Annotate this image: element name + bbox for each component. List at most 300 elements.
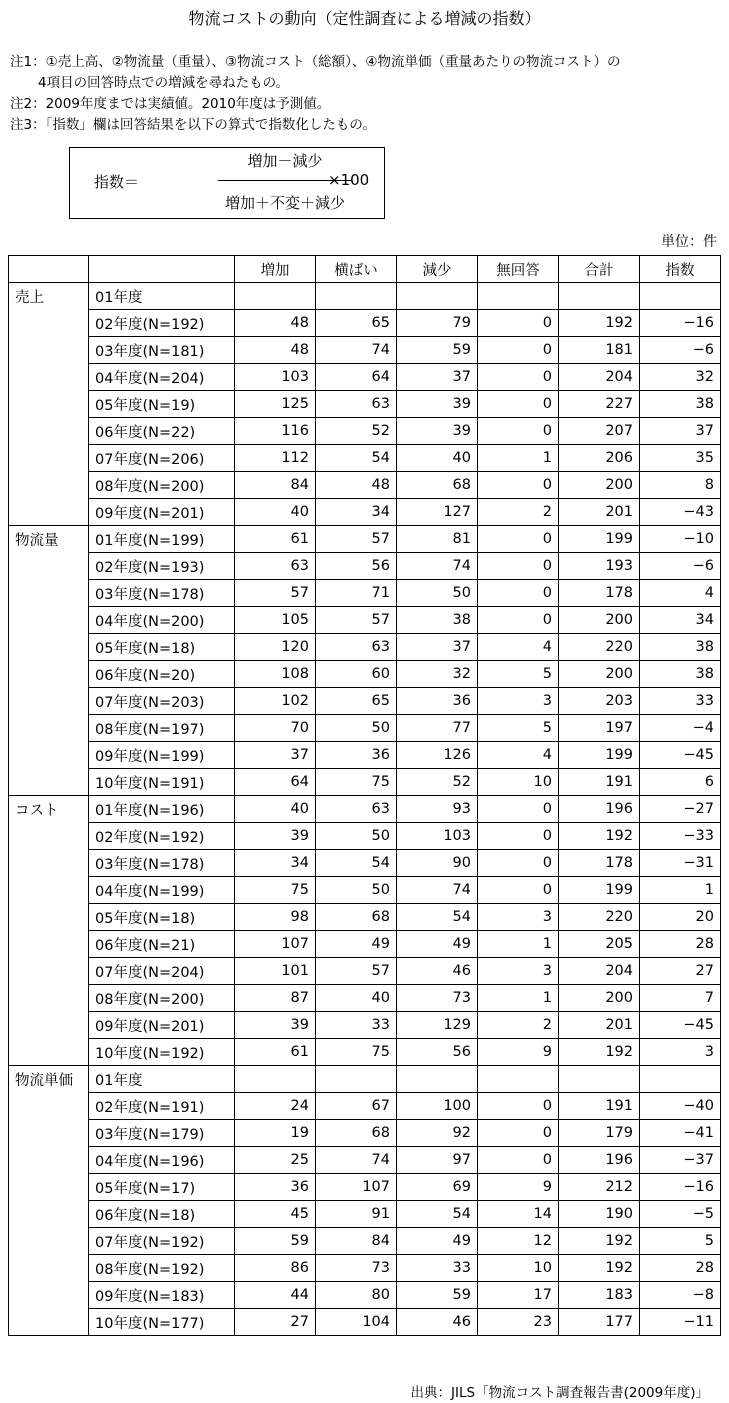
- value-cell: 20: [640, 904, 721, 931]
- value-cell: 10: [478, 1255, 559, 1282]
- year-label: 07年度(N=203): [89, 688, 235, 715]
- value-cell: 201: [559, 1012, 640, 1039]
- year-label: 08年度(N=200): [89, 472, 235, 499]
- value-cell: 177: [559, 1309, 640, 1336]
- category-cell: [9, 850, 89, 877]
- value-cell: 61: [235, 1039, 316, 1066]
- value-cell: 75: [235, 877, 316, 904]
- table-row: [9, 904, 721, 931]
- value-cell: 56: [397, 1039, 478, 1066]
- category-cell: [9, 391, 89, 418]
- year-label: 04年度(N=196): [89, 1147, 235, 1174]
- value-cell: [640, 283, 721, 310]
- value-cell: 36: [235, 1174, 316, 1201]
- value-cell: 48: [235, 337, 316, 364]
- data-table: [8, 255, 721, 1336]
- table-row: [9, 553, 721, 580]
- value-cell: 0: [478, 607, 559, 634]
- value-cell: 12: [478, 1228, 559, 1255]
- value-cell: 125: [235, 391, 316, 418]
- category-cell: [9, 958, 89, 985]
- table-row: [9, 526, 721, 553]
- table-row: [9, 472, 721, 499]
- column-header: [89, 256, 235, 283]
- value-cell: 80: [316, 1282, 397, 1309]
- note-1: 注1：①売上高、②物流量（重量）、③物流コスト（総額）、④物流単価（重量あたりの物流コスト）の: [10, 54, 621, 70]
- value-cell: 191: [559, 1093, 640, 1120]
- table-row: [9, 607, 721, 634]
- value-cell: 86: [235, 1255, 316, 1282]
- value-cell: 196: [559, 1147, 640, 1174]
- value-cell: 24: [235, 1093, 316, 1120]
- table-row: [9, 931, 721, 958]
- value-cell: 84: [316, 1228, 397, 1255]
- value-cell: 192: [559, 1255, 640, 1282]
- category-cell: [9, 931, 89, 958]
- value-cell: 28: [640, 1255, 721, 1282]
- value-cell: 204: [559, 958, 640, 985]
- year-label: 03年度(N=179): [89, 1120, 235, 1147]
- value-cell: 74: [316, 337, 397, 364]
- value-cell: 4: [640, 580, 721, 607]
- value-cell: 4: [478, 634, 559, 661]
- table-row: [9, 310, 721, 337]
- value-cell: 2: [478, 1012, 559, 1039]
- value-cell: 79: [397, 310, 478, 337]
- value-cell: 126: [397, 742, 478, 769]
- category-cell: [9, 499, 89, 526]
- year-label: 06年度(N=22): [89, 418, 235, 445]
- value-cell: 192: [559, 310, 640, 337]
- value-cell: 49: [316, 931, 397, 958]
- value-cell: 90: [397, 850, 478, 877]
- value-cell: 199: [559, 742, 640, 769]
- column-header: 横ばい: [316, 256, 397, 283]
- value-cell: 65: [316, 310, 397, 337]
- value-cell: −45: [640, 1012, 721, 1039]
- value-cell: 0: [478, 553, 559, 580]
- value-cell: 183: [559, 1282, 640, 1309]
- value-cell: [478, 283, 559, 310]
- value-cell: 56: [316, 553, 397, 580]
- year-label: 09年度(N=201): [89, 499, 235, 526]
- year-label: 08年度(N=197): [89, 715, 235, 742]
- value-cell: 101: [235, 958, 316, 985]
- value-cell: 39: [235, 823, 316, 850]
- value-cell: 57: [316, 526, 397, 553]
- value-cell: 206: [559, 445, 640, 472]
- table-row: [9, 499, 721, 526]
- value-cell: 49: [397, 1228, 478, 1255]
- category-cell: [9, 769, 89, 796]
- category-cell: [9, 877, 89, 904]
- value-cell: 73: [316, 1255, 397, 1282]
- year-label: 08年度(N=192): [89, 1255, 235, 1282]
- value-cell: 1: [478, 931, 559, 958]
- year-label: 09年度(N=199): [89, 742, 235, 769]
- value-cell: 0: [478, 472, 559, 499]
- year-label: 10年度(N=177): [89, 1309, 235, 1336]
- value-cell: 104: [316, 1309, 397, 1336]
- value-cell: 68: [397, 472, 478, 499]
- value-cell: 5: [478, 715, 559, 742]
- value-cell: 191: [559, 769, 640, 796]
- value-cell: −41: [640, 1120, 721, 1147]
- value-cell: 103: [397, 823, 478, 850]
- value-cell: 0: [478, 418, 559, 445]
- value-cell: −27: [640, 796, 721, 823]
- year-label: 03年度(N=178): [89, 850, 235, 877]
- value-cell: 8: [640, 472, 721, 499]
- value-cell: [559, 283, 640, 310]
- category-cell: [9, 1174, 89, 1201]
- formula-denominator: 増加＋不変＋減少: [224, 194, 345, 212]
- value-cell: 192: [559, 823, 640, 850]
- column-header: 増加: [235, 256, 316, 283]
- category-cell: [9, 337, 89, 364]
- year-label: 10年度(N=191): [89, 769, 235, 796]
- category-cell: [9, 715, 89, 742]
- value-cell: 2: [478, 499, 559, 526]
- table-row: [9, 850, 721, 877]
- category-cell: [9, 580, 89, 607]
- value-cell: 27: [235, 1309, 316, 1336]
- index-formula-box: [69, 147, 385, 219]
- value-cell: 6: [640, 769, 721, 796]
- note-2: 注2：2009年度までは実績値。2010年度は予測値。: [10, 96, 331, 112]
- table-row: [9, 742, 721, 769]
- source-credit: 出典：JILS「物流コスト調査報告書(2009年度)」: [410, 1385, 709, 1401]
- year-label: 01年度: [89, 1066, 235, 1093]
- category-cell: [9, 445, 89, 472]
- year-label: 09年度(N=201): [89, 1012, 235, 1039]
- unit-label: 単位：件: [661, 234, 717, 250]
- value-cell: 52: [316, 418, 397, 445]
- table-row: [9, 1255, 721, 1282]
- value-cell: 108: [235, 661, 316, 688]
- value-cell: 48: [235, 310, 316, 337]
- table-row: [9, 1174, 721, 1201]
- value-cell: 54: [397, 1201, 478, 1228]
- value-cell: −6: [640, 337, 721, 364]
- category-cell: [9, 1093, 89, 1120]
- value-cell: 193: [559, 553, 640, 580]
- table-row: [9, 1201, 721, 1228]
- value-cell: 178: [559, 850, 640, 877]
- value-cell: 199: [559, 526, 640, 553]
- category-cell: [9, 1201, 89, 1228]
- value-cell: 34: [640, 607, 721, 634]
- value-cell: 0: [478, 796, 559, 823]
- value-cell: [640, 1066, 721, 1093]
- value-cell: 75: [316, 1039, 397, 1066]
- value-cell: 63: [316, 796, 397, 823]
- category-cell: [9, 553, 89, 580]
- value-cell: 37: [397, 364, 478, 391]
- category-label: 物流量: [9, 526, 89, 553]
- value-cell: 129: [397, 1012, 478, 1039]
- value-cell: 84: [235, 472, 316, 499]
- value-cell: 37: [235, 742, 316, 769]
- year-label: 08年度(N=200): [89, 985, 235, 1012]
- value-cell: 220: [559, 634, 640, 661]
- value-cell: 63: [316, 391, 397, 418]
- value-cell: −37: [640, 1147, 721, 1174]
- value-cell: 36: [397, 688, 478, 715]
- column-header: [9, 256, 89, 283]
- value-cell: 87: [235, 985, 316, 1012]
- value-cell: 203: [559, 688, 640, 715]
- value-cell: 74: [397, 877, 478, 904]
- value-cell: [478, 1066, 559, 1093]
- category-cell: [9, 985, 89, 1012]
- value-cell: 107: [235, 931, 316, 958]
- value-cell: 0: [478, 580, 559, 607]
- value-cell: 199: [559, 877, 640, 904]
- value-cell: 40: [235, 796, 316, 823]
- value-cell: 74: [397, 553, 478, 580]
- year-label: 10年度(N=192): [89, 1039, 235, 1066]
- year-label: 01年度(N=196): [89, 796, 235, 823]
- year-label: 03年度(N=178): [89, 580, 235, 607]
- value-cell: 0: [478, 1093, 559, 1120]
- table-row: [9, 877, 721, 904]
- year-label: 07年度(N=204): [89, 958, 235, 985]
- table-row: [9, 364, 721, 391]
- table-row: [9, 445, 721, 472]
- value-cell: [316, 1066, 397, 1093]
- value-cell: 40: [316, 985, 397, 1012]
- value-cell: 37: [397, 634, 478, 661]
- value-cell: 28: [640, 931, 721, 958]
- value-cell: 50: [316, 715, 397, 742]
- value-cell: 75: [316, 769, 397, 796]
- column-header: 減少: [397, 256, 478, 283]
- value-cell: 201: [559, 499, 640, 526]
- value-cell: 205: [559, 931, 640, 958]
- year-label: 02年度(N=193): [89, 553, 235, 580]
- category-cell: [9, 1039, 89, 1066]
- value-cell: −10: [640, 526, 721, 553]
- value-cell: 71: [316, 580, 397, 607]
- value-cell: 73: [397, 985, 478, 1012]
- category-cell: [9, 661, 89, 688]
- table-row: [9, 688, 721, 715]
- value-cell: 39: [397, 418, 478, 445]
- year-label: 05年度(N=17): [89, 1174, 235, 1201]
- value-cell: 197: [559, 715, 640, 742]
- page-title: 物流コストの動向（定性調査による増減の指数）: [188, 9, 541, 28]
- value-cell: 46: [397, 958, 478, 985]
- note-1-continued: 4項目の回答時点での増減を尋ねたもの。: [38, 75, 290, 91]
- value-cell: 1: [640, 877, 721, 904]
- value-cell: 63: [316, 634, 397, 661]
- value-cell: 50: [397, 580, 478, 607]
- table-row: [9, 985, 721, 1012]
- value-cell: −31: [640, 850, 721, 877]
- table-row: [9, 283, 721, 310]
- value-cell: 0: [478, 337, 559, 364]
- value-cell: 57: [235, 580, 316, 607]
- value-cell: 3: [478, 688, 559, 715]
- table-row: [9, 418, 721, 445]
- table-row: [9, 634, 721, 661]
- category-cell: [9, 1228, 89, 1255]
- value-cell: 33: [397, 1255, 478, 1282]
- value-cell: 14: [478, 1201, 559, 1228]
- value-cell: 81: [397, 526, 478, 553]
- formula-numerator: 増加－減少: [247, 152, 323, 170]
- value-cell: 107: [316, 1174, 397, 1201]
- category-cell: [9, 364, 89, 391]
- value-cell: 97: [397, 1147, 478, 1174]
- table-body: [9, 256, 721, 1336]
- value-cell: 38: [397, 607, 478, 634]
- value-cell: 40: [397, 445, 478, 472]
- table-row: [9, 823, 721, 850]
- value-cell: [235, 283, 316, 310]
- column-header: 指数: [640, 256, 721, 283]
- category-cell: [9, 742, 89, 769]
- table-row: [9, 580, 721, 607]
- year-label: 02年度(N=191): [89, 1093, 235, 1120]
- category-cell: [9, 634, 89, 661]
- value-cell: 3: [478, 958, 559, 985]
- value-cell: 0: [478, 391, 559, 418]
- value-cell: 127: [397, 499, 478, 526]
- value-cell: 38: [640, 661, 721, 688]
- value-cell: 46: [397, 1309, 478, 1336]
- value-cell: 92: [397, 1120, 478, 1147]
- notes: [10, 52, 621, 136]
- value-cell: 27: [640, 958, 721, 985]
- value-cell: 1: [478, 985, 559, 1012]
- value-cell: 192: [559, 1039, 640, 1066]
- category-label: 売上: [9, 283, 89, 310]
- table-row: [9, 1093, 721, 1120]
- value-cell: 190: [559, 1201, 640, 1228]
- year-label: 04年度(N=200): [89, 607, 235, 634]
- category-cell: [9, 607, 89, 634]
- value-cell: 112: [235, 445, 316, 472]
- value-cell: 17: [478, 1282, 559, 1309]
- value-cell: 33: [640, 688, 721, 715]
- year-label: 07年度(N=192): [89, 1228, 235, 1255]
- value-cell: 200: [559, 985, 640, 1012]
- year-label: 04年度(N=199): [89, 877, 235, 904]
- formula-multiplier: ×100: [328, 171, 370, 189]
- value-cell: 212: [559, 1174, 640, 1201]
- category-cell: [9, 1255, 89, 1282]
- value-cell: 207: [559, 418, 640, 445]
- value-cell: 54: [316, 850, 397, 877]
- value-cell: 19: [235, 1120, 316, 1147]
- value-cell: −43: [640, 499, 721, 526]
- value-cell: [559, 1066, 640, 1093]
- value-cell: 5: [478, 661, 559, 688]
- category-cell: [9, 1147, 89, 1174]
- value-cell: 1: [478, 445, 559, 472]
- value-cell: 63: [235, 553, 316, 580]
- value-cell: 61: [235, 526, 316, 553]
- table-row: [9, 1120, 721, 1147]
- value-cell: 48: [316, 472, 397, 499]
- year-label: 06年度(N=18): [89, 1201, 235, 1228]
- value-cell: 59: [397, 1282, 478, 1309]
- value-cell: 34: [235, 850, 316, 877]
- value-cell: 0: [478, 526, 559, 553]
- value-cell: −45: [640, 742, 721, 769]
- value-cell: 196: [559, 796, 640, 823]
- category-cell: [9, 823, 89, 850]
- table-row: [9, 1012, 721, 1039]
- value-cell: 105: [235, 607, 316, 634]
- value-cell: 50: [316, 877, 397, 904]
- value-cell: 4: [478, 742, 559, 769]
- value-cell: 39: [235, 1012, 316, 1039]
- table-row: [9, 958, 721, 985]
- value-cell: 38: [640, 634, 721, 661]
- value-cell: −33: [640, 823, 721, 850]
- year-label: 04年度(N=204): [89, 364, 235, 391]
- table-row: [9, 1309, 721, 1336]
- value-cell: 116: [235, 418, 316, 445]
- category-cell: [9, 418, 89, 445]
- table-row: [9, 1147, 721, 1174]
- value-cell: 200: [559, 472, 640, 499]
- value-cell: 52: [397, 769, 478, 796]
- value-cell: −4: [640, 715, 721, 742]
- value-cell: −16: [640, 1174, 721, 1201]
- value-cell: 68: [316, 1120, 397, 1147]
- formula-lhs: 指数＝: [94, 173, 140, 191]
- value-cell: −11: [640, 1309, 721, 1336]
- table-row: [9, 391, 721, 418]
- value-cell: 103: [235, 364, 316, 391]
- value-cell: 37: [640, 418, 721, 445]
- value-cell: 64: [235, 769, 316, 796]
- value-cell: [397, 1066, 478, 1093]
- year-label: 05年度(N=19): [89, 391, 235, 418]
- value-cell: 59: [397, 337, 478, 364]
- table-row: [9, 1039, 721, 1066]
- year-label: 03年度(N=181): [89, 337, 235, 364]
- category-cell: [9, 1012, 89, 1039]
- year-label: 06年度(N=21): [89, 931, 235, 958]
- note-3: 注3：「指数」欄は回答結果を以下の算式で指数化したもの。: [10, 117, 376, 133]
- value-cell: 67: [316, 1093, 397, 1120]
- year-label: 05年度(N=18): [89, 634, 235, 661]
- value-cell: 34: [316, 499, 397, 526]
- value-cell: 0: [478, 1120, 559, 1147]
- table-row: [9, 661, 721, 688]
- value-cell: 45: [235, 1201, 316, 1228]
- value-cell: −8: [640, 1282, 721, 1309]
- value-cell: 60: [316, 661, 397, 688]
- value-cell: 5: [640, 1228, 721, 1255]
- value-cell: 25: [235, 1147, 316, 1174]
- value-cell: 32: [640, 364, 721, 391]
- value-cell: 100: [397, 1093, 478, 1120]
- value-cell: 68: [316, 904, 397, 931]
- year-label: 02年度(N=192): [89, 310, 235, 337]
- table-row: [9, 769, 721, 796]
- category-label: コスト: [9, 796, 89, 823]
- value-cell: 69: [397, 1174, 478, 1201]
- value-cell: 0: [478, 310, 559, 337]
- value-cell: 179: [559, 1120, 640, 1147]
- value-cell: 204: [559, 364, 640, 391]
